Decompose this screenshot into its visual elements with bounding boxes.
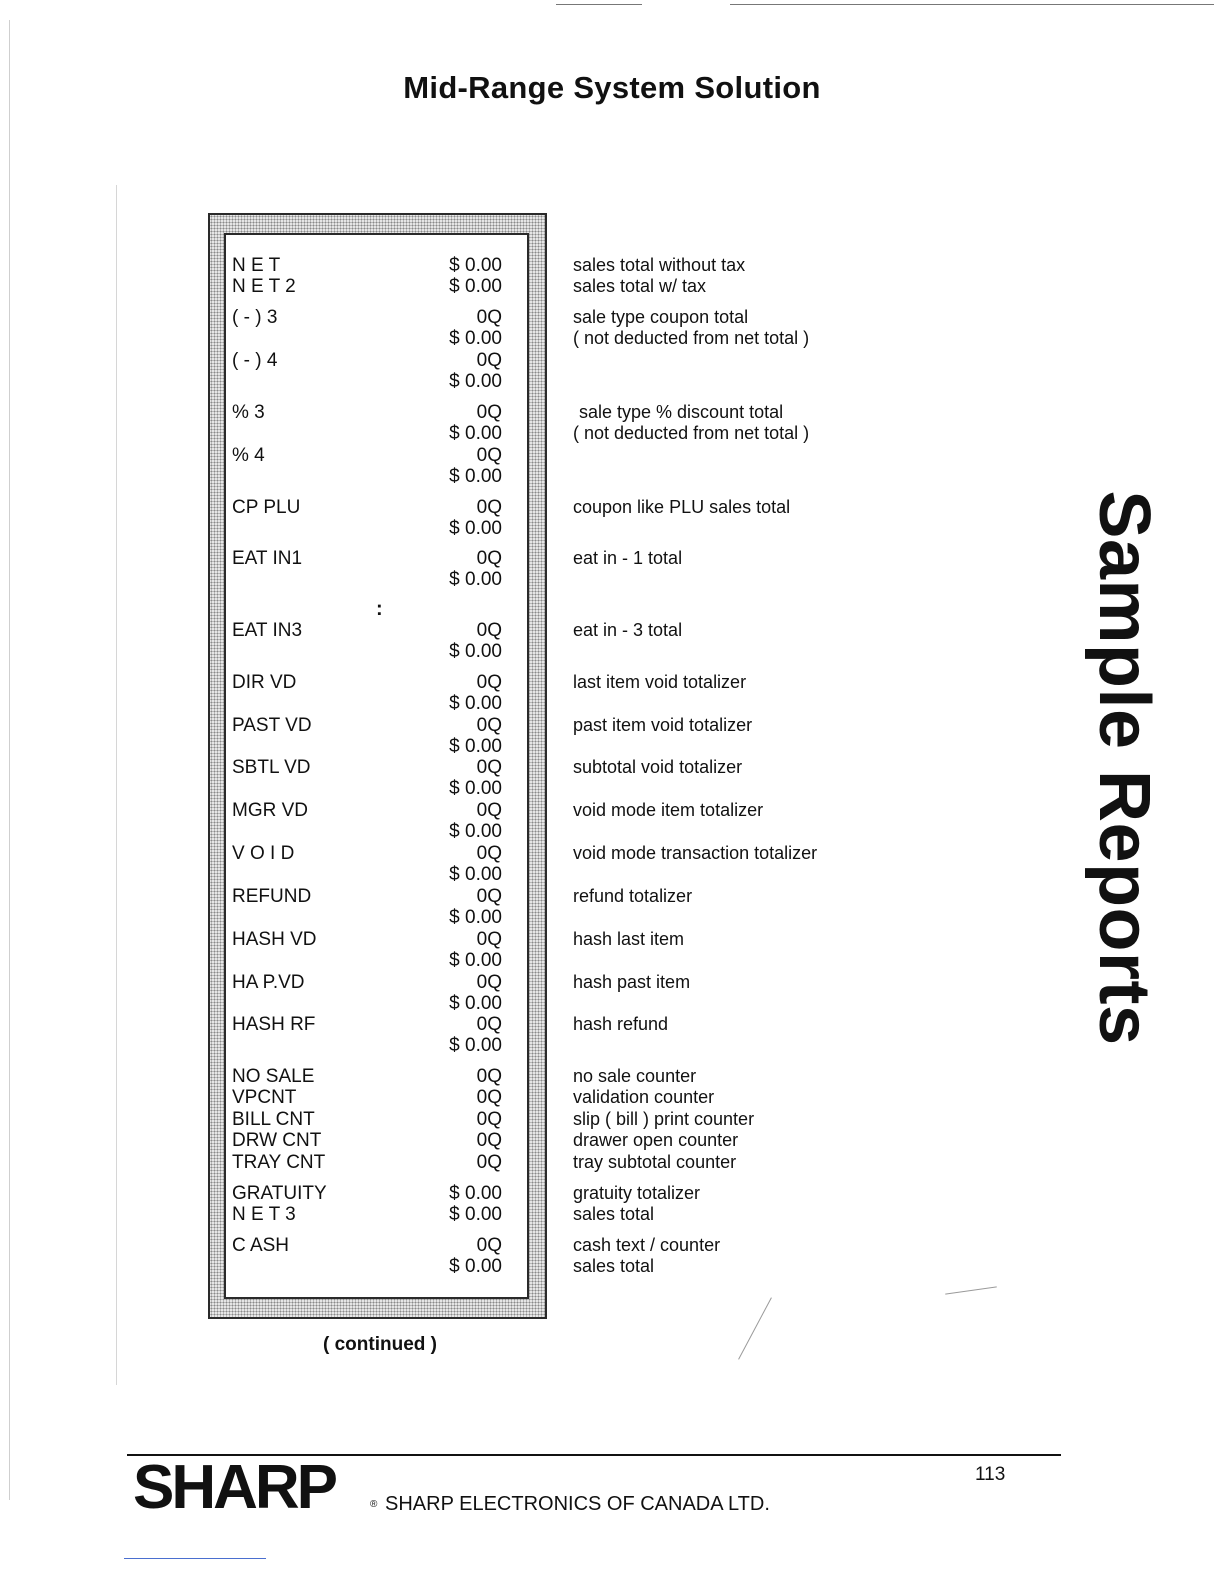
left-margin-line [116,185,117,1385]
report-row-value: $ 0.00 [449,641,502,662]
report-row-value: 0Q [476,445,502,466]
report-row-label: EAT IN3 [232,620,303,641]
report-row-label: N E T 2 [232,276,296,297]
report-row-label: HA P.VD [232,972,305,993]
report-row-value: $ 0.00 [449,1256,502,1277]
report-row-label: DIR VD [232,672,297,693]
report-row-value: $ 0.00 [449,423,502,444]
report-row-value: $ 0.00 [449,276,502,297]
report-row-value: 0Q [476,402,502,423]
report-row-value: 0Q [476,1087,502,1108]
report-row-label: SBTL VD [232,757,311,778]
report-row-value: $ 0.00 [449,778,502,799]
report-description: refund totalizer [573,886,693,906]
report-description: void mode item totalizer [573,800,764,820]
report-description: eat in - 3 total [573,620,683,640]
report-description: subtotal void totalizer [573,757,743,777]
report-row-label: EAT IN1 [232,548,303,569]
report-description: gratuity totalizer [573,1183,701,1203]
report-description: no sale counter [573,1066,697,1086]
report-row-value: 0Q [476,1152,502,1173]
report-row-label: VPCNT [232,1087,297,1108]
report-description: sales total w/ tax [573,276,707,296]
report-description: void mode transaction totalizer [573,843,818,863]
report-row-value: $ 0.00 [449,1035,502,1056]
report-row-value: 0Q [476,307,502,328]
report-row-value: 0Q [476,757,502,778]
report-row-label: MGR VD [232,800,308,821]
report-description: validation counter [573,1087,715,1107]
report-row-value: $ 0.00 [449,1204,502,1225]
report-row-value: 0Q [476,886,502,907]
report-description: sales total [573,1204,655,1224]
company-name: SHARP ELECTRONICS OF CANADA LTD. [385,1493,770,1515]
report-row-value: $ 0.00 [449,821,502,842]
report-row-value: $ 0.00 [449,518,502,539]
report-row-value: $ 0.00 [449,864,502,885]
report-description: hash refund [573,1014,669,1034]
side-section-title: Sample Reports [1084,490,1164,1046]
report-row-value: 0Q [476,929,502,950]
report-row-label: % 3 [232,402,265,423]
report-row-value: $ 0.00 [449,993,502,1014]
report-row-label: PAST VD [232,715,312,736]
report-description: tray subtotal counter [573,1152,737,1172]
report-row-value: 0Q [476,1130,502,1151]
report-row-value: 0Q [476,800,502,821]
report-row-label: ( - ) 4 [232,350,278,371]
report-row-value: 0Q [476,672,502,693]
scan-mark [945,1286,997,1294]
report-row-value: 0Q [476,1235,502,1256]
report-row-label: N E T [232,255,281,276]
report-row-value: $ 0.00 [449,328,502,349]
report-description: hash past item [573,972,691,992]
report-row-label: TRAY CNT [232,1152,326,1173]
report-row-value: 0Q [476,1066,502,1087]
report-row-label: % 4 [232,445,265,466]
report-row-label: C ASH [232,1235,290,1256]
report-description: sale type % discount total [579,402,784,422]
report-row-value: $ 0.00 [449,466,502,487]
report-description: hash last item [573,929,685,949]
report-description: slip ( bill ) print counter [573,1109,755,1129]
report-row-label: V O I D [232,843,295,864]
report-description: sales total [573,1256,655,1276]
report-row-label: DRW CNT [232,1130,322,1151]
scan-mark [738,1297,772,1359]
registered-mark: ® [370,1499,378,1510]
continued-note: ( continued ) [323,1334,437,1355]
left-scan-edge [9,20,10,1500]
report-row-value: 0Q [476,715,502,736]
report-row-label: HASH VD [232,929,317,950]
page-number: 113 [975,1464,1006,1485]
report-description: ( not deducted from net total ) [573,328,810,348]
report-description: coupon like PLU sales total [573,497,791,517]
report-row-label: NO SALE [232,1066,315,1087]
report-ellipsis: : [376,598,383,620]
report-description: sale type coupon total [573,307,749,327]
report-row-value: $ 0.00 [449,907,502,928]
report-row-value: 0Q [476,1014,502,1035]
report-description: past item void totalizer [573,715,753,735]
report-row-value: $ 0.00 [449,255,502,276]
report-description: last item void totalizer [573,672,747,692]
top-scan-rule-right [730,4,1214,5]
report-row-value: $ 0.00 [449,736,502,757]
report-row-value: 0Q [476,497,502,518]
report-row-value: 0Q [476,350,502,371]
footer-blue-line [124,1558,266,1559]
report-row-label: GRATUITY [232,1183,327,1204]
report-row-label: REFUND [232,886,312,907]
report-row-value: 0Q [476,620,502,641]
report-description: sales total without tax [573,255,746,275]
report-row-label: ( - ) 3 [232,307,278,328]
top-scan-rule-left [556,4,642,5]
report-row-value: $ 0.00 [449,371,502,392]
report-row-label: HASH RF [232,1014,316,1035]
report-description: cash text / counter [573,1235,721,1255]
report-description: drawer open counter [573,1130,739,1150]
report-row-value: $ 0.00 [449,569,502,590]
page-title: Mid-Range System Solution [403,70,821,105]
report-row-value: $ 0.00 [449,950,502,971]
report-row-value: $ 0.00 [449,1183,502,1204]
report-description: eat in - 1 total [573,548,683,568]
report-row-label: N E T 3 [232,1204,296,1225]
report-row-value: 0Q [476,548,502,569]
report-row-value: 0Q [476,1109,502,1130]
report-row-value: 0Q [476,972,502,993]
report-row-value: 0Q [476,843,502,864]
report-row-value: $ 0.00 [449,693,502,714]
sharp-logo: SHARP [133,1453,336,1522]
report-row-label: BILL CNT [232,1109,315,1130]
report-row-label: CP PLU [232,497,301,518]
report-description: ( not deducted from net total ) [573,423,810,443]
